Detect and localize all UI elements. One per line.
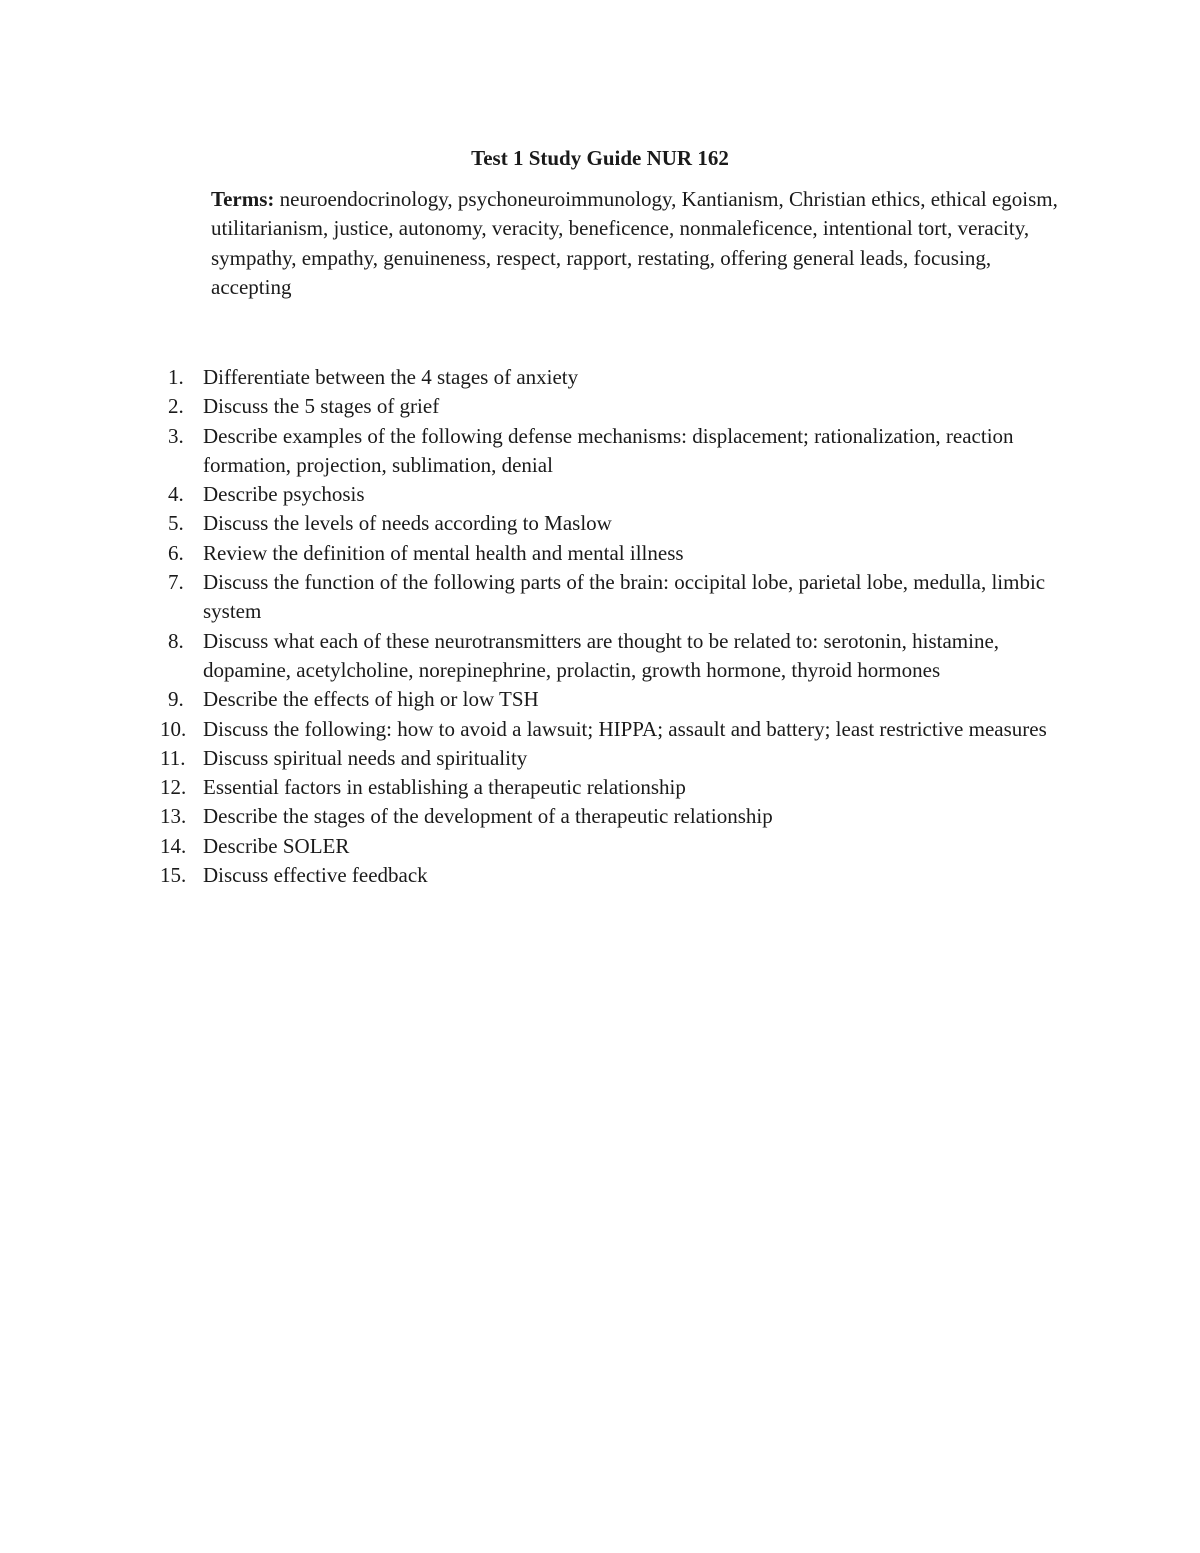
list-item	[160, 832, 1070, 861]
list-item	[160, 568, 1070, 627]
list-item-number: 4.	[168, 482, 184, 507]
terms-paragraph	[211, 185, 1061, 302]
list-item	[160, 744, 1070, 773]
page-title: Test 1 Study Guide NUR 162	[471, 146, 729, 170]
list-item-number: 7.	[168, 570, 184, 595]
list-item-number: 8.	[168, 628, 184, 653]
list-item-text: Discuss the following: how to avoid a lawsuit; HIPPA; assault and battery; least restrictive measures	[203, 716, 1047, 741]
list-item	[160, 715, 1070, 744]
list-item-number: 14.	[160, 833, 187, 858]
list-item-text: Differentiate between the 4 stages of anxiety	[203, 365, 579, 389]
list-item	[160, 802, 1070, 831]
list-item-number: 6.	[168, 540, 184, 565]
list-item-text: Essential factors in establishing a therapeutic relationship	[203, 775, 686, 800]
list-item-number: 3.	[168, 423, 184, 448]
list-item-text: Discuss spiritual needs and spirituality	[203, 745, 528, 770]
list-item-text: Describe the stages of the development of a therapeutic relationship	[203, 804, 773, 829]
list-item-number: 5.	[168, 511, 184, 536]
list-item	[160, 627, 1070, 686]
list-item	[160, 392, 1070, 421]
list-item	[160, 685, 1070, 714]
list-item-text: Review the definition of mental health and mental illness	[203, 540, 684, 565]
list-item-text: Describe examples of the following defense mechanisms: displacement; rationalization, reaction formation, projection, sublimation, denial	[203, 423, 1014, 477]
list-item-text: Discuss the levels of needs according to Maslow	[203, 511, 612, 536]
list-item-number: 9.	[168, 687, 184, 712]
list-item	[160, 363, 1070, 392]
list-item-text: Describe SOLER	[203, 833, 350, 858]
list-item-number: 2.	[168, 394, 184, 419]
list-item-number: 12.	[160, 775, 187, 800]
list-item-text: Discuss effective feedback	[203, 863, 428, 888]
list-item-text: Discuss the function of the following parts of the brain: occipital lobe, parietal lobe, medulla, limbic system	[203, 570, 1046, 624]
list-item-text: Discuss the 5 stages of grief	[203, 394, 440, 419]
list-item-number: 1.	[168, 365, 184, 389]
study-topics-list	[160, 363, 1070, 890]
terms-text: neuroendocrinology, psychoneuroimmunology, Kantianism, Christian ethics, ethical egoism, utilitarianism, justice, autonomy, veracity, beneficence, nonmaleficence, intentional tort, veracity, sympathy, empathy, genuineness, respect, rapport, restating, offering general leads, focusing, accepting	[211, 187, 1058, 299]
list-item-text: Describe the effects of high or low TSH	[203, 687, 539, 712]
list-item	[160, 509, 1070, 538]
list-item	[160, 539, 1070, 568]
list-item-number: 15.	[160, 863, 187, 888]
list-item-number: 11.	[160, 745, 186, 770]
list-item	[160, 422, 1070, 481]
list-item-number: 13.	[160, 804, 187, 829]
list-item-number: 10.	[160, 716, 187, 741]
list-item	[160, 861, 1070, 890]
list-item-text: Describe psychosis	[203, 482, 365, 507]
list-item	[160, 773, 1070, 802]
terms-label: Terms:	[211, 187, 275, 211]
list-item	[160, 480, 1070, 509]
list-item-text: Discuss what each of these neurotransmitters are thought to be related to: serotonin, histamine, dopamine, acetylcholine, norepinephrine, prolactin, growth hormone, thyroid hormones	[203, 628, 1000, 682]
